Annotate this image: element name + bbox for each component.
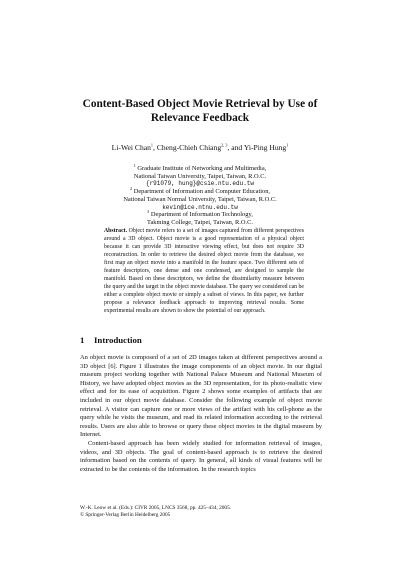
affil-email: kevin@ice.ntnu.edu.tw: [162, 203, 238, 211]
author-affil-marker: 1: [286, 142, 289, 148]
section-heading: [80, 335, 320, 345]
footer-line: © Springer-Verlag Berlin Heidelberg 2005: [80, 512, 171, 518]
affil-marker: 1: [133, 162, 136, 168]
title-line-2: Relevance Feedback: [150, 112, 250, 124]
affil-marker: 3: [147, 209, 150, 215]
author-affil-marker: 2, 3: [221, 142, 228, 148]
author-separator: ,: [153, 143, 157, 152]
author-name: Yi-Ping Hung: [243, 143, 287, 152]
paragraph: An object movie is composed of a set of 2D images taken at different perspectives around a 3D object [6]. Figure 1 illustrates the image components of an object movie. In our digital museum project working together with National Palace Museum and National Museum of History, we have adopted object movies as the 3D representation, for its photo-realistic view effect and for its ease of acquisition. Figure 2 shows some examples of artifacts that are included in our object movie database. Consider the following example of object movie retrieval. A visitor can capture one or more views of the artifact with his cell-phone as the query while he visits the museum, and read its related information according to the retrieval results. Users are also able to browse or query these object movies in the digital museum by Internet.: [80, 354, 322, 439]
abstract-label: Abstract.: [104, 228, 128, 234]
footer-line: W.-K. Leow et al. (Eds.): CIVR 2005, LNCS 3568, pp. 425–434, 2005.: [80, 505, 232, 511]
author-separator: , and: [227, 143, 244, 152]
paper-title: [60, 97, 340, 125]
affiliations: [40, 162, 360, 227]
affil-marker: 2: [130, 185, 133, 191]
affil-line: National Taiwan Normal University, Taipei, Taiwan, R.O.C.: [123, 195, 277, 203]
title-line-1: Content-Based Object Movie Retrieval by Use of: [82, 98, 318, 110]
author-list: [40, 143, 360, 152]
affil-line: Department of Information and Computer Education,: [133, 188, 270, 196]
author-name: Li-Wei Chan: [111, 143, 151, 152]
affiliation-1: [40, 162, 360, 188]
affiliation-3: [40, 211, 360, 226]
section-title: Introduction: [94, 335, 142, 345]
affil-line: National Taiwan University, Taipei, Taiwan, R.O.C.: [133, 172, 267, 180]
section-number: 1: [80, 335, 85, 345]
paragraph: Content-based approach has been widely studied for information retrieval of images, videos, and 3D objects. The goal of content-based approach is to retrieve the desired information based on the contents of query. In general, all kinds of visual features will be extracted to be the contents of the information. In the research topics: [80, 439, 322, 473]
affil-line: Department of Information Technology,: [150, 211, 253, 219]
affil-email: {r91079, hung}@csie.ntu.edu.tw: [145, 180, 255, 188]
abstract: [104, 228, 304, 315]
author-affil-marker: 1: [150, 142, 154, 148]
author-name: Cheng-Chieh Chiang: [156, 143, 222, 152]
affil-line: Takming College, Taipei, Taiwan, R.O.C.: [147, 218, 253, 226]
affiliation-2: [40, 185, 360, 211]
abstract-text: Object movie refers to a set of images captured from different perspectives around a 3D object. Object movie is a good representation of a physical object because it can provide 3D interactive viewing effect, but does not require 3D reconstruction. In order to retrieve the desired object movie from the database, we first map an object movie into a manifold in the feature space. Two different sets of feature descriptors, one dense and one condensed, are designed to sample the manifold. Based on these descriptors, we define the dissimilarity measure between the query and the target in the object movie database. The query we considered can be either a complete object movie or simply a subset of views. In this paper, we further propose a relevance feedback approach to improving retrieval results. Some experimental results are shown to show the potential of our approach.: [104, 228, 304, 314]
footer-citation: [80, 505, 322, 519]
body-text: [80, 354, 322, 474]
affil-line: Graduate Institute of Networking and Multimedia,: [137, 165, 267, 172]
